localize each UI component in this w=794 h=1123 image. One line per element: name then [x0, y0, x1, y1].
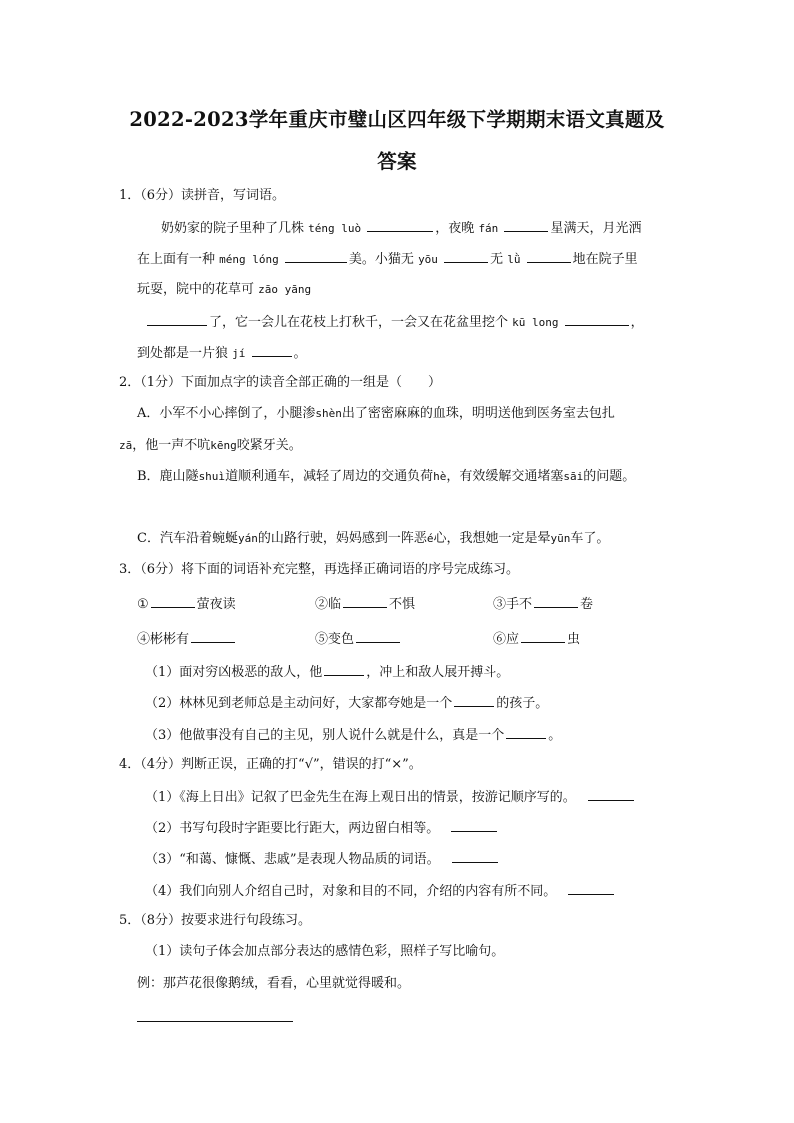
q3-sentence-3: [145, 726, 561, 744]
q3-idiom-6: [493, 630, 580, 648]
option-text: 的山路行驶，妈妈感到一阵恶: [257, 531, 427, 546]
q1-text: 在上面有一种: [137, 252, 216, 267]
idiom-part: 卷: [580, 597, 594, 612]
answer-blank[interactable]: [367, 219, 433, 232]
answer-blank[interactable]: [506, 726, 546, 739]
answer-line[interactable]: [137, 1021, 293, 1022]
q1-text: 美。小猫无: [348, 252, 414, 267]
option-text: B．鹿山隧: [137, 469, 199, 484]
sentence-text: （3）他做事没有自己的主见，别人说什么就是什么，真是一个: [145, 728, 505, 743]
q1-text: 到处都是一片狼: [137, 346, 229, 361]
answer-blank[interactable]: [534, 595, 578, 608]
sentence-text: （2）林林见到老师总是主动问好，大家都夸她是一个: [145, 696, 453, 711]
idiom-part: 虫: [567, 632, 581, 647]
option-text: 心，我想她一定是晕: [433, 531, 551, 546]
idiom-part: ⑥应: [493, 632, 520, 647]
q2-option-a-continued: [119, 438, 302, 454]
pinyin-prompt: méng lóng: [219, 253, 279, 266]
pinyin-annotation: sāi: [563, 470, 584, 483]
pinyin-annotation: yán: [237, 532, 258, 545]
pinyin-annotation: shuì: [198, 470, 226, 483]
q1-text: 。: [293, 346, 307, 361]
q1-line-4: [145, 313, 644, 331]
q5-heading: 5．（8分）按要求进行句段练习。: [119, 913, 312, 928]
q5-example: 例：那芦花很像鹅绒，看看，心里就觉得暖和。: [137, 976, 411, 991]
answer-blank[interactable]: [191, 630, 235, 643]
q3-idiom-5: [315, 630, 402, 648]
answer-blank[interactable]: [151, 595, 195, 608]
q1-text: 地在院子里: [572, 252, 638, 267]
q1-text: ，夜晚: [435, 221, 475, 236]
pinyin-prompt: kū long: [512, 316, 559, 329]
q3-idiom-1: [137, 595, 236, 613]
answer-blank[interactable]: [504, 219, 548, 232]
q1-text: ，: [630, 315, 644, 330]
option-text: 出了密密麻麻的血珠，明明送他到医务室去包扎: [341, 406, 615, 421]
q2-option-b[interactable]: [137, 469, 635, 485]
option-text: 咬紧牙关。: [236, 438, 302, 453]
answer-blank[interactable]: [568, 882, 614, 895]
idiom-part: ①: [137, 597, 149, 612]
pinyin-prompt: téng luò: [308, 222, 362, 235]
statement-text: （1）《海上日出》记叙了巴金先生在海上观日出的情景，按游记顺序写的。: [145, 790, 576, 805]
sentence-text: ，冲上和敌人展开搏斗。: [366, 665, 510, 680]
idiom-part: ⑤变色: [315, 632, 355, 647]
q4-statement-1: [145, 788, 636, 806]
q3-idiom-4: [137, 630, 237, 648]
q3-idiom-2: [315, 595, 415, 613]
sentence-text: 的孩子。: [496, 696, 549, 711]
statement-text: （2）书写句段时字距要比行距大，两边留白相等。: [145, 821, 440, 836]
statement-text: （3）“和蔼、慷慨、悲戚”是表现人物品质的词语。: [145, 852, 440, 867]
q4-statement-2: [145, 819, 499, 837]
q3-idiom-3: [493, 595, 593, 613]
q3-sentence-2: [145, 694, 548, 712]
q1-line-3: [137, 282, 311, 298]
q3-sentence-1: [145, 663, 509, 681]
option-text: ，有效缓解交通堵塞: [446, 469, 564, 484]
q4-statement-3: [145, 850, 500, 868]
q4-heading: 4．（4分）判断正误，正确的打“√”，错误的打“×”。: [119, 757, 422, 772]
q1-text: 奶奶家的院子里种了几株: [161, 221, 305, 236]
pinyin-annotation: hè: [433, 470, 447, 483]
option-text: A．小军不小心摔倒了，小腿渗: [137, 406, 316, 421]
q1-text: 星满天，月光洒: [550, 221, 642, 236]
option-text: 的问题。: [583, 469, 636, 484]
answer-blank[interactable]: [527, 250, 571, 263]
answer-blank[interactable]: [454, 694, 494, 707]
answer-blank[interactable]: [343, 595, 387, 608]
q1-text: 了，它一会儿在花枝上打秋千，一会又在花盆里挖个: [209, 315, 509, 330]
answer-blank[interactable]: [356, 630, 400, 643]
pinyin-annotation: é: [426, 532, 434, 545]
answer-blank[interactable]: [521, 630, 565, 643]
pinyin-annotation: yūn: [550, 532, 571, 545]
pinyin-prompt: lǜ: [507, 253, 521, 266]
q1-line-2: [137, 250, 638, 268]
pinyin-prompt: jí: [232, 347, 246, 360]
q1-text: 无: [490, 252, 504, 267]
q1-line-5: [137, 344, 307, 362]
q1-line-1: [161, 219, 641, 237]
option-text: 车了。: [570, 531, 610, 546]
idiom-part: ③手不: [493, 597, 533, 612]
pinyin-annotation: zā: [119, 439, 133, 452]
answer-blank[interactable]: [252, 344, 292, 357]
answer-blank[interactable]: [444, 250, 488, 263]
idiom-part: 不惧: [389, 597, 416, 612]
q5-instruction-1: （1）读句子体会加点部分表达的感情色彩，照样子写比喻句。: [145, 944, 505, 959]
idiom-part: ②临: [315, 597, 342, 612]
sentence-text: （1）面对穷凶极恶的敌人，他: [145, 665, 323, 680]
idiom-part: 萤夜读: [196, 597, 236, 612]
pinyin-prompt: fán: [478, 222, 499, 235]
option-text: C．汽车沿着蜿蜒: [137, 531, 238, 546]
answer-blank[interactable]: [451, 819, 497, 832]
idiom-part: ④彬彬有: [137, 632, 190, 647]
sentence-text: 。: [548, 728, 562, 743]
option-text: 道顺利通车，减轻了周边的交通负荷: [225, 469, 434, 484]
q2-option-c[interactable]: [137, 531, 609, 547]
answer-blank[interactable]: [324, 663, 364, 676]
answer-blank[interactable]: [285, 250, 347, 263]
option-text: ，他一声不吭: [132, 438, 211, 453]
document-title-continued: 答案: [377, 150, 417, 173]
q1-heading: 1．（6分）读拼音，写词语。: [119, 188, 286, 203]
pinyin-prompt: yōu: [418, 253, 438, 266]
q4-statement-4: [145, 882, 616, 900]
document-title: 2022-2023学年重庆市璧山区四年级下学期期末语文真题及: [129, 108, 665, 131]
answer-blank[interactable]: [452, 850, 498, 863]
pinyin-prompt: zāo yāng: [258, 283, 312, 296]
q1-text: 玩耍，院中的花草可: [137, 282, 255, 297]
answer-blank[interactable]: [565, 313, 629, 326]
statement-text: （4）我们向别人介绍自己时，对象和目的不同，介绍的内容有所不同。: [145, 884, 557, 899]
q2-heading: 2．（1分）下面加点字的读音全部正确的一组是（ ）: [119, 375, 442, 390]
pinyin-annotation: kēng: [210, 439, 237, 452]
answer-blank[interactable]: [588, 788, 634, 801]
pinyin-annotation: shèn: [315, 407, 342, 420]
q3-heading: 3．（6分）将下面的词语补充完整，再选择正确词语的序号完成练习。: [119, 562, 520, 577]
answer-blank[interactable]: [147, 313, 207, 326]
q2-option-a[interactable]: [137, 406, 615, 422]
